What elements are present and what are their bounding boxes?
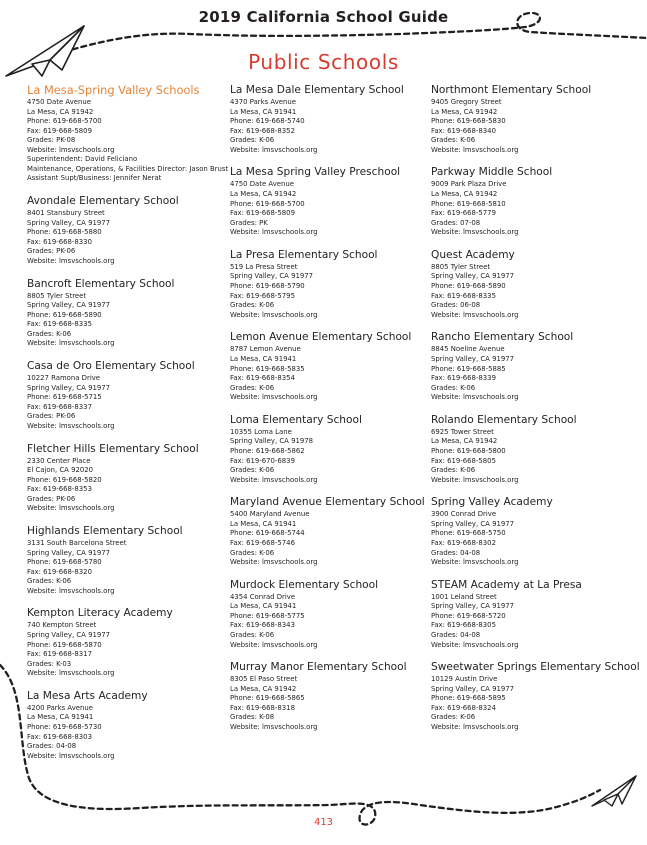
school-detail-line: Fax: 619-668-5809 <box>27 126 92 135</box>
school-detail-line: Grades: K-06 <box>27 329 72 338</box>
school-detail-line: Website: lmsvschools.org <box>27 586 115 595</box>
school-name: Rancho Elementary School <box>431 331 574 344</box>
school-detail-line: Phone: 619-668-5730 <box>27 723 102 732</box>
school-entry <box>230 331 430 402</box>
school-detail-line: Website: lmsvschools.org <box>431 228 519 237</box>
school-entry <box>431 496 631 567</box>
school-detail-line: Grades: K-06 <box>431 136 476 145</box>
school-detail-line: Fax: 619-668-8320 <box>27 567 92 576</box>
school-detail-line: Grades: K-06 <box>230 631 275 639</box>
school-detail-line: Website: lmsvschools.org <box>230 393 318 402</box>
school-detail-line: Website: lmsvschools.org <box>27 751 115 760</box>
school-detail-line: Phone: 619-668-5895 <box>431 694 506 703</box>
school-detail-line: Website: lmsvschools.org <box>230 558 318 567</box>
school-name: Casa de Oro Elementary School <box>27 360 195 373</box>
school-entry <box>27 84 227 184</box>
school-detail-line: Grades: PK-06 <box>27 412 76 421</box>
school-detail-line: 9009 Park Plaza Drive <box>431 180 507 189</box>
school-detail-line: 8401 Stansbury Street <box>27 209 105 218</box>
school-entry <box>27 360 227 431</box>
school-detail-line: Grades: 04-08 <box>431 548 481 557</box>
school-detail-line: Grades: PK-08 <box>27 136 76 145</box>
school-name: Highlands Elementary School <box>27 524 183 537</box>
school-detail-line: 10227 Ramona Drive <box>27 374 101 383</box>
school-column <box>431 84 640 744</box>
school-detail-line: Website: lmsvschools.org <box>230 475 318 484</box>
school-detail-line: La Mesa, CA 91941 <box>230 107 297 116</box>
school-detail-line: Fax: 619-668-8303 <box>27 732 92 741</box>
school-detail-line: Spring Valley, CA 91977 <box>431 684 514 693</box>
school-detail-line: 8805 Tyler Street <box>27 291 87 300</box>
school-detail-line: La Mesa, CA 91941 <box>230 354 297 363</box>
school-detail-line: 740 Kempton Street <box>27 621 97 630</box>
school-detail-line: La Mesa, CA 91941 <box>27 713 94 722</box>
school-detail-line: Grades: 04-08 <box>27 742 77 751</box>
school-detail-line: Fax: 619-668-8352 <box>230 126 295 135</box>
school-column <box>27 84 227 772</box>
school-detail-line: Fax: 619-668-8330 <box>27 237 92 246</box>
school-detail-line: Fax: 619-670-6839 <box>230 456 295 465</box>
school-detail-line: Website: lmsvschools.org <box>27 339 115 348</box>
school-detail-line: Fax: 619-668-8339 <box>431 374 496 383</box>
school-detail-line: Phone: 619-668-5865 <box>230 694 305 703</box>
school-detail-line: Grades: K-06 <box>230 466 275 475</box>
school-detail-line: Website: lmsvschools.org <box>27 504 115 513</box>
school-entry <box>27 607 227 678</box>
school-entry <box>230 579 430 650</box>
school-name: La Presa Elementary School <box>230 248 378 261</box>
school-detail-line: 10129 Austin Drive <box>431 675 498 684</box>
school-detail-line: Fax: 619-668-5795 <box>230 291 295 300</box>
school-detail-line: Website: lmsvschools.org <box>431 145 519 154</box>
school-detail-line: Fax: 619-668-8337 <box>27 402 92 411</box>
school-detail-line: Fax: 619-668-5746 <box>230 538 295 547</box>
school-detail-line: Phone: 619-668-5750 <box>431 529 506 538</box>
school-detail-line: Fax: 619-668-5779 <box>431 209 496 218</box>
school-entry <box>27 525 227 596</box>
school-detail-line: 3900 Conrad Drive <box>431 510 497 519</box>
school-entry <box>27 278 227 349</box>
school-detail-line: 5400 Maryland Avenue <box>230 510 310 519</box>
school-detail-line: 4750 Date Avenue <box>230 180 294 189</box>
school-detail-line: Fax: 619-668-8318 <box>230 703 295 712</box>
school-entry <box>230 414 430 485</box>
school-detail-line: Website: lmsvschools.org <box>431 558 519 567</box>
school-entry <box>230 661 430 732</box>
school-detail-line: Phone: 619-668-5740 <box>230 117 305 126</box>
school-detail-line: Phone: 619-668-5890 <box>431 282 506 291</box>
school-detail-line: Grades: PK-06 <box>27 494 76 503</box>
school-detail-line: Grades: PK-06 <box>27 247 76 256</box>
school-detail-line: Spring Valley, CA 91977 <box>431 602 514 611</box>
school-detail-line: Phone: 619-668-5744 <box>230 529 305 538</box>
school-detail-line: Fax: 619-668-8302 <box>431 538 496 547</box>
school-detail-line: La Mesa, CA 91942 <box>230 684 297 693</box>
school-name: Loma Elementary School <box>230 413 362 426</box>
school-detail-line: 8305 El Paso Street <box>230 675 298 684</box>
school-detail-line: 8787 Lemon Avenue <box>230 345 301 354</box>
school-detail-line: Grades: 07-08 <box>431 218 481 227</box>
school-detail-line: 9405 Gregory Street <box>431 98 502 106</box>
school-detail-line: Fax: 619-668-5805 <box>431 456 496 465</box>
school-detail-line: 4200 Parks Avenue <box>27 703 93 712</box>
section-title: Public Schools <box>248 50 399 74</box>
school-name: Bancroft Elementary School <box>27 277 175 290</box>
school-detail-line: La Mesa, CA 91942 <box>27 107 94 116</box>
school-detail-line: Website: lmsvschools.org <box>230 640 318 649</box>
school-detail-line: Phone: 619-668-5870 <box>27 640 102 649</box>
school-entry <box>230 496 430 567</box>
school-name: Murray Manor Elementary School <box>230 661 407 674</box>
school-detail-line: Phone: 619-668-5885 <box>431 364 506 373</box>
school-detail-line: Phone: 619-668-5830 <box>431 117 506 126</box>
school-name: Northmont Elementary School <box>431 84 592 96</box>
school-detail-line: Fax: 619-668-8354 <box>230 374 295 383</box>
school-detail-line: Website: lmsvschools.org <box>27 256 115 265</box>
school-detail-line: Website: lmsvschools.org <box>27 421 115 430</box>
school-name: La Mesa Spring Valley Preschool <box>230 166 401 179</box>
school-name: Spring Valley Academy <box>431 496 553 509</box>
school-detail-line: Spring Valley, CA 91977 <box>27 383 110 392</box>
school-entry <box>230 166 430 237</box>
school-detail-line: 519 La Presa Street <box>230 262 298 271</box>
school-detail-line: Phone: 619-668-5790 <box>230 282 305 291</box>
school-detail-line: Website: lmsvschools.org <box>27 669 115 678</box>
school-detail-line: Grades: K-06 <box>27 577 72 586</box>
school-name: La Mesa Dale Elementary School <box>230 84 404 96</box>
school-detail-line: Spring Valley, CA 91977 <box>431 354 514 363</box>
school-detail-line: El Cajon, CA 92020 <box>27 466 94 475</box>
school-detail-line: Website: lmsvschools.org <box>27 145 115 154</box>
school-detail-line: Website: lmsvschools.org <box>230 310 318 319</box>
school-entry <box>431 84 631 155</box>
school-detail-line: Fax: 619-668-8353 <box>27 485 92 494</box>
school-name: STEAM Academy at La Presa <box>431 578 582 591</box>
school-name: Avondale Elementary School <box>27 195 179 208</box>
school-entry <box>230 84 430 155</box>
school-detail-line: 4750 Date Avenue <box>27 98 91 106</box>
school-detail-line: Phone: 619-668-5880 <box>27 228 102 237</box>
school-detail-line: Grades: K-06 <box>230 383 275 392</box>
school-detail-line: La Mesa, CA 91941 <box>230 602 297 611</box>
school-detail-line: Assistant Supt/Business: Jennifer Nerat <box>27 174 162 183</box>
school-detail-line: Spring Valley, CA 91977 <box>27 301 110 310</box>
school-detail-line: La Mesa, CA 91942 <box>431 107 498 116</box>
school-detail-line: Phone: 619-668-5862 <box>230 446 305 455</box>
school-detail-line: La Mesa, CA 91942 <box>431 437 498 446</box>
school-detail-line: Grades: K-06 <box>230 301 275 310</box>
school-detail-line: Fax: 619-668-8340 <box>431 126 496 135</box>
school-detail-line: Fax: 619-668-8317 <box>27 650 92 659</box>
school-name: Sweetwater Springs Elementary School <box>431 661 640 674</box>
school-detail-line: Fax: 619-668-5809 <box>230 209 295 218</box>
guide-title: 2019 California School Guide <box>198 8 449 26</box>
school-entry <box>431 661 640 732</box>
school-detail-line: Grades: K-06 <box>431 713 476 722</box>
school-entry <box>27 443 227 514</box>
school-entry <box>27 690 227 761</box>
school-name: Maryland Avenue Elementary School <box>230 496 425 509</box>
school-name: Quest Academy <box>431 248 515 261</box>
school-entry <box>431 579 631 650</box>
school-detail-line: Spring Valley, CA 91977 <box>27 218 110 227</box>
school-detail-line: Grades: K-03 <box>27 659 72 668</box>
school-name: Parkway Middle School <box>431 166 553 179</box>
school-detail-line: Grades: 04-08 <box>431 631 481 639</box>
school-detail-line: Grades: K-06 <box>230 548 275 557</box>
school-detail-line: 6925 Tower Street <box>431 427 494 436</box>
school-detail-line: Website: lmsvschools.org <box>431 723 519 732</box>
school-detail-line: Fax: 619-668-8305 <box>431 621 496 630</box>
school-detail-line: 1001 Leland Street <box>431 592 497 601</box>
school-detail-line: Superintendent: David Feliciano <box>27 155 138 164</box>
school-detail-line: Phone: 619-668-5810 <box>431 199 506 208</box>
school-name: La Mesa Arts Academy <box>27 689 148 702</box>
school-detail-line: 3131 South Barcelona Street <box>27 538 127 547</box>
school-detail-line: Maintenance, Operations, & Facilities Director: Jason Brust <box>27 164 229 173</box>
school-detail-line: Fax: 619-668-8335 <box>27 320 92 329</box>
school-detail-line: Spring Valley, CA 91977 <box>431 272 514 281</box>
school-detail-line: Spring Valley, CA 91977 <box>27 548 110 557</box>
school-detail-line: Phone: 619-668-5720 <box>431 611 506 620</box>
school-detail-line: Grades: K-06 <box>431 466 476 475</box>
school-detail-line: Phone: 619-668-5820 <box>27 475 102 484</box>
school-detail-line: La Mesa, CA 91942 <box>431 190 498 199</box>
school-detail-line: Phone: 619-668-5715 <box>27 393 102 402</box>
school-detail-line: Website: lmsvschools.org <box>431 393 519 402</box>
school-detail-line: Grades: K-06 <box>431 383 476 392</box>
school-detail-line: 2330 Center Place <box>27 456 91 465</box>
school-name: La Mesa-Spring Valley Schools <box>27 83 200 97</box>
school-detail-line: La Mesa, CA 91942 <box>230 190 297 199</box>
school-name: Kempton Literacy Academy <box>27 607 173 620</box>
school-column <box>230 84 430 744</box>
school-detail-line: Phone: 619-668-5835 <box>230 364 305 373</box>
school-detail-line: Grades: K-06 <box>230 136 275 145</box>
school-detail-line: Website: lmsvschools.org <box>431 475 519 484</box>
school-entry <box>431 331 631 402</box>
school-detail-line: Fax: 619-668-8343 <box>230 621 295 630</box>
school-entry <box>431 166 631 237</box>
school-detail-line: Phone: 619-668-5780 <box>27 558 102 567</box>
school-detail-line: Website: lmsvschools.org <box>431 640 519 649</box>
school-detail-line: Website: lmsvschools.org <box>431 310 519 319</box>
school-detail-line: Spring Valley, CA 91977 <box>27 631 110 639</box>
school-detail-line: La Mesa, CA 91941 <box>230 519 297 528</box>
school-detail-line: Fax: 619-668-8324 <box>431 703 496 712</box>
school-detail-line: Fax: 619-668-8335 <box>431 291 496 300</box>
school-entry <box>431 414 631 485</box>
school-detail-line: Grades: K-08 <box>230 713 275 722</box>
school-detail-line: Phone: 619-668-5700 <box>230 199 305 208</box>
school-detail-line: Spring Valley, CA 91978 <box>230 437 313 446</box>
school-detail-line: Website: lmsvschools.org <box>230 145 318 154</box>
school-entry <box>27 195 227 266</box>
school-name: Lemon Avenue Elementary School <box>230 331 412 344</box>
school-entry <box>431 249 631 320</box>
school-detail-line: Website: lmsvschools.org <box>230 723 318 732</box>
school-detail-line: Spring Valley, CA 91977 <box>230 272 313 281</box>
school-detail-line: Phone: 619-668-5700 <box>27 117 102 126</box>
school-detail-line: Grades: 06-08 <box>431 301 481 310</box>
school-detail-line: Phone: 619-668-5775 <box>230 611 305 620</box>
school-name: Murdock Elementary School <box>230 578 379 591</box>
school-detail-line: Grades: PK <box>230 218 268 227</box>
school-detail-line: 4354 Conrad Drive <box>230 592 296 601</box>
school-detail-line: Website: lmsvschools.org <box>230 228 318 237</box>
school-detail-line: Spring Valley, CA 91977 <box>431 519 514 528</box>
paper-airplane-icon <box>590 772 640 808</box>
school-detail-line: 8805 Tyler Street <box>431 262 491 271</box>
school-entry <box>230 249 430 320</box>
school-detail-line: 8845 Noeline Avenue <box>431 345 505 354</box>
school-detail-line: 10355 Loma Lane <box>230 427 292 436</box>
school-name: Fletcher Hills Elementary School <box>27 442 199 455</box>
school-detail-line: Phone: 619-668-5800 <box>431 446 506 455</box>
page-number: 413 <box>313 817 334 828</box>
school-name: Rolando Elementary School <box>431 413 577 426</box>
school-detail-line: Phone: 619-668-5890 <box>27 310 102 319</box>
school-detail-line: 4370 Parks Avenue <box>230 98 296 106</box>
